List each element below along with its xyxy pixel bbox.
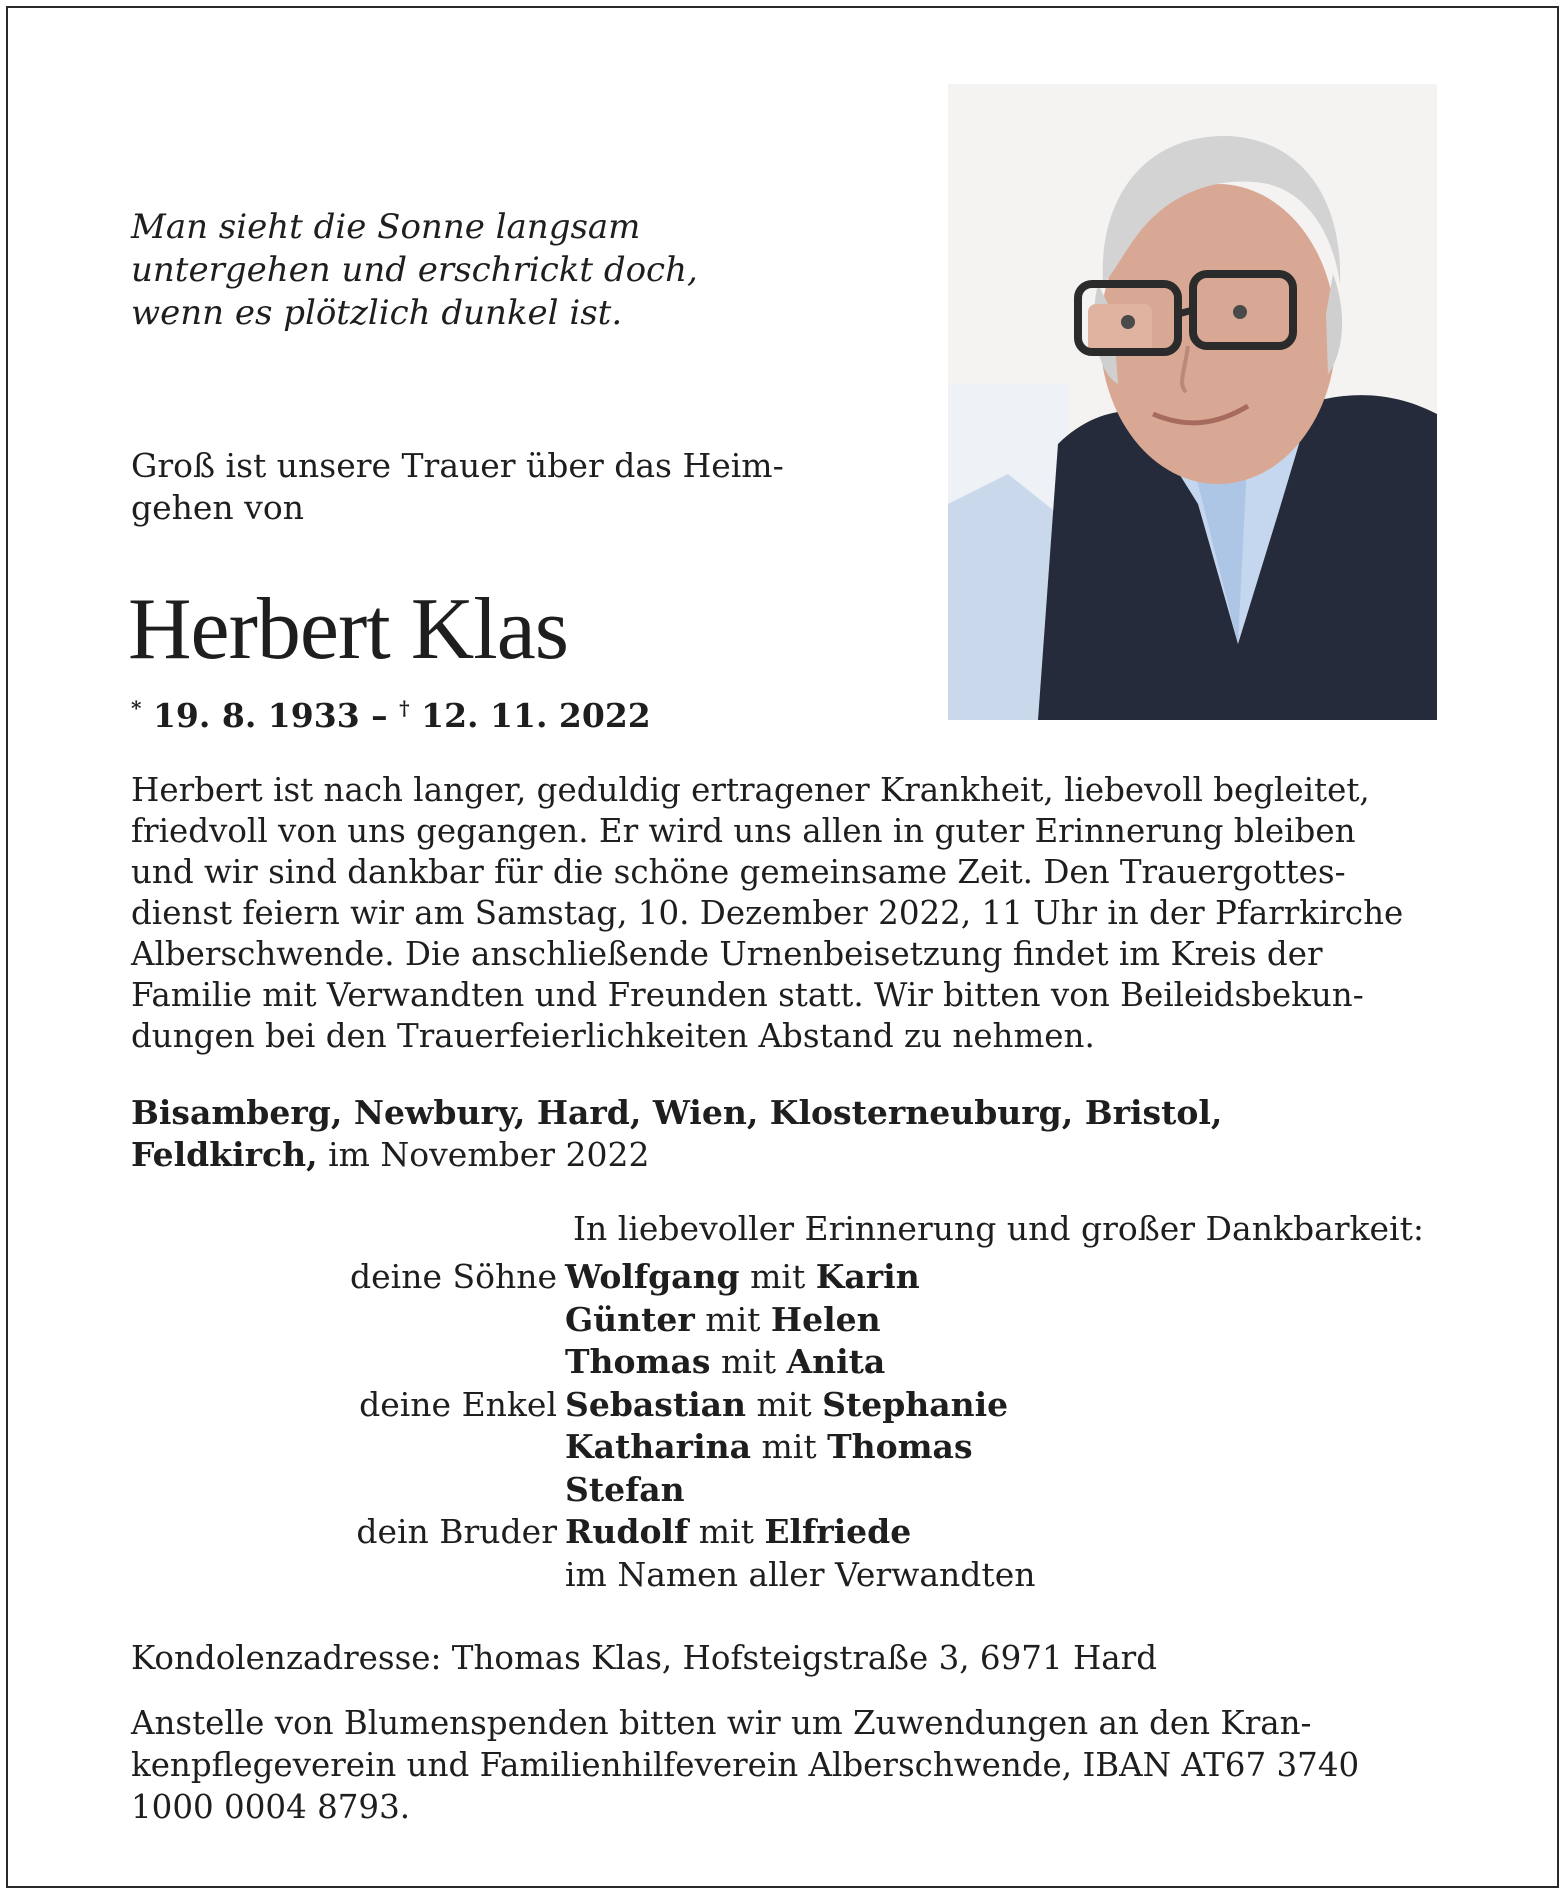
birth-date: 19. 8. 1933 — [152, 696, 360, 735]
portrait-photo — [948, 84, 1437, 720]
portrait-illustration — [948, 84, 1437, 720]
family-label: deine Söhne — [350, 1257, 557, 1296]
family-name: Sebastian — [565, 1384, 747, 1424]
family-name: Rudolf — [565, 1512, 689, 1551]
family-label — [131, 1299, 565, 1342]
date-line: im November 2022 — [317, 1135, 650, 1174]
family-partner: Thomas — [827, 1427, 973, 1466]
deceased-name: Herbert Klas — [128, 581, 569, 678]
family-row — [131, 1384, 1035, 1427]
condolence-address: Kondolenzadresse: Thomas Klas, Hofsteigstraße 3, 6971 Hard — [131, 1639, 1158, 1677]
death-symbol: † — [399, 696, 410, 720]
family-name: Günter — [565, 1299, 695, 1339]
family-list — [131, 1256, 1035, 1596]
family-name: Stefan — [565, 1469, 685, 1509]
text-line: friedvoll von uns gegangen. Er wird uns allen in guter Erinnerung bleiben — [131, 812, 1356, 850]
life-dates — [131, 688, 651, 736]
quote-line: untergehen und erschrickt doch, — [131, 250, 698, 290]
family-partner: Anita — [786, 1342, 886, 1381]
text-line: dungen bei den Trauerfeierlichkeiten Abstand zu nehmen. — [131, 1017, 1095, 1055]
family-row — [131, 1469, 1035, 1512]
date-separator: – — [371, 696, 388, 735]
connector: mit — [746, 1384, 823, 1424]
family-label: dein Bruder — [356, 1512, 557, 1551]
places-and-date — [131, 1092, 1222, 1176]
family-name: Wolfgang — [565, 1257, 740, 1296]
family-name: Katharina — [565, 1427, 751, 1466]
family-row — [131, 1511, 1035, 1554]
birth-symbol: * — [131, 696, 142, 720]
family-row — [131, 1299, 1035, 1342]
text-line: Familie mit Verwandten und Freunden statt. Wir bitten von Beileidsbekun- — [131, 976, 1364, 1014]
family-closing: im Namen aller Verwandten — [565, 1554, 1036, 1594]
family-row — [131, 1554, 1035, 1597]
obituary-text — [131, 770, 1403, 1057]
intro-line: gehen von — [131, 488, 304, 527]
family-label: deine Enkel — [359, 1384, 557, 1424]
family-label — [131, 1341, 565, 1384]
text-line: und wir sind dankbar für die schöne gemeinsame Zeit. Den Trauergottes- — [131, 853, 1346, 891]
donation-line: kenpflegeverein und Familienhilfeverein Alberschwende, IBAN AT67 3740 — [131, 1746, 1360, 1784]
family-name: Thomas — [565, 1342, 711, 1381]
places-last: Feldkirch, — [131, 1135, 318, 1174]
family-label — [131, 1426, 565, 1469]
family-partner: Elfriede — [764, 1512, 912, 1551]
family-row — [131, 1341, 1035, 1384]
family-row — [131, 1426, 1035, 1469]
connector: mit — [739, 1257, 816, 1296]
quote-line: wenn es plötzlich dunkel ist. — [131, 293, 623, 333]
family-label — [131, 1469, 565, 1512]
thanks-line: In liebevoller Erinnerung und großer Dankbarkeit: — [573, 1209, 1424, 1248]
family-partner: Helen — [770, 1299, 881, 1339]
intro-text — [131, 445, 784, 529]
connector: mit — [694, 1299, 771, 1339]
intro-line: Groß ist unsere Trauer über das Heim- — [131, 446, 784, 485]
connector: mit — [710, 1342, 787, 1381]
connector: mit — [688, 1512, 765, 1551]
quote — [131, 206, 698, 335]
quote-line: Man sieht die Sonne langsam — [131, 207, 641, 247]
donation-note — [131, 1702, 1359, 1828]
family-partner: Stephanie — [822, 1384, 1009, 1424]
text-line: dienst feiern wir am Samstag, 10. Dezember 2022, 11 Uhr in der Pfarrkirche — [131, 894, 1404, 932]
family-partner: Karin — [815, 1257, 920, 1296]
family-row — [131, 1256, 1035, 1299]
text-line: Alberschwende. Die anschließende Urnenbeisetzung findet im Kreis der — [131, 935, 1323, 973]
death-date: 12. 11. 2022 — [421, 696, 651, 735]
donation-line: Anstelle von Blumenspenden bitten wir um Zuwendungen an den Kran- — [131, 1704, 1312, 1742]
places-line: Bisamberg, Newbury, Hard, Wien, Klosterneuburg, Bristol, — [131, 1093, 1223, 1132]
donation-line: 1000 0004 8793. — [131, 1788, 411, 1826]
text-line: Herbert ist nach langer, geduldig ertragener Krankheit, liebevoll begleitet, — [131, 771, 1370, 809]
connector: mit — [750, 1427, 828, 1466]
